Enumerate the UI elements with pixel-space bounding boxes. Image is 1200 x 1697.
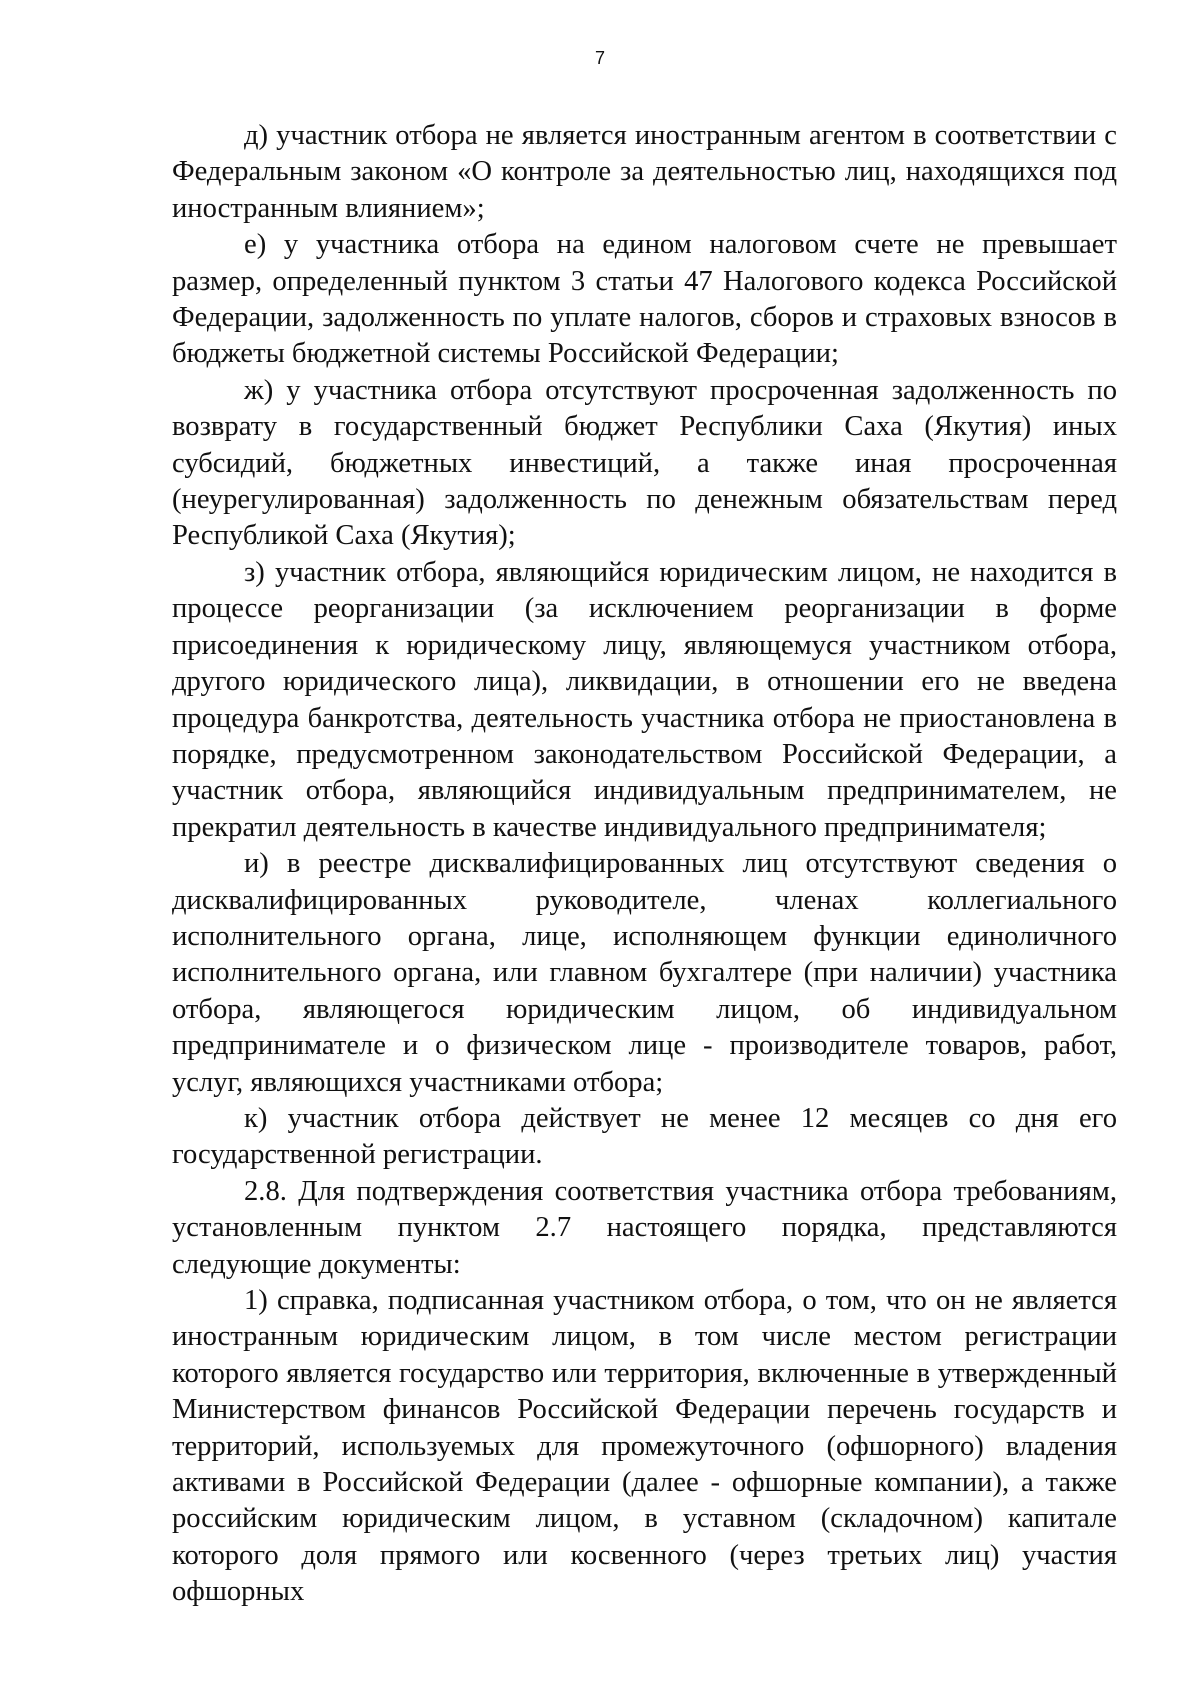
paragraph-item-e: е) у участника отбора на едином налоговом счете не превышает размер, определенный пунктом 3 статьи 47 Налогового кодекса Российской Федерации, задолженность по уплате налогов, сборов и страховых взносов в бюджеты бюджетной системы Российской Федерации; [172, 229, 1117, 370]
page-number: 7 [594, 48, 605, 68]
paragraph-item-zh: ж) у участника отбора отсутствуют просроченная задолженность по возврату в государственный бюджет Республики Саха (Якутия) иных субсидий, бюджетных инвестиций, а также иная просроченная (неурегулированная) задолженность по денежным обязательствам перед Республикой Саха (Якутия); [172, 374, 1117, 552]
paragraph-item-z: з) участник отбора, являющийся юридическим лицом, не находится в процессе реорганизации (за исключением реорганизации в форме присоединения к юридическому лицу, являющемуся участником отбора, другого юридического лица), ликвидации, в отношении его не введена процедура банкротства, деятельность участника отбора не приостановлена в порядке, предусмотренном законодательством Российской Федерации, а участник отбора, являющийся индивидуальным предпринимателем, не прекратил деятельность в качестве индивидуального предпринимателя; [172, 556, 1117, 843]
document-body [172, 118, 1117, 1611]
paragraph-2-8: 2.8. Для подтверждения соответствия участника отбора требованиям, установленным пунктом 2.7 настоящего порядка, представляются следующие документы: [172, 1175, 1117, 1280]
paragraph-item-i: и) в реестре дисквалифицированных лиц отсутствуют сведения о дисквалифицированных руководителе, членах коллегиального исполнительного органа, лице, исполняющем функции единоличного исполнительного органа, или главном бухгалтере (при наличии) участника отбора, являющегося юридическим лицом, об индивидуальном предпринимателе и о физическом лице - производителе товаров, работ, услуг, являющихся участниками отбора; [172, 848, 1117, 1098]
paragraph-item-k: к) участник отбора действует не менее 12 месяцев со дня его государственной регистрации. [172, 1102, 1117, 1171]
paragraph-item-d: д) участник отбора не является иностранным агентом в соответствии с Федеральным законом «О контроле за деятельностью лиц, находящихся под иностранным влиянием»; [172, 120, 1117, 224]
paragraph-2-8-item-1: 1) справка, подписанная участником отбора, о том, что он не является иностранным юридическим лицом, в том числе местом регистрации которого является государство или территория, включенные в утвержденный Министерством финансов Российской Федерации перечень государств и территорий, используемых для промежуточного (офшорного) владения активами в Российской Федерации (далее - офшорные компании), а также российским юридическим лицом, в уставном (складочном) капитале которого доля прямого или косвенного (через третьих лиц) участия офшорных [172, 1285, 1117, 1608]
